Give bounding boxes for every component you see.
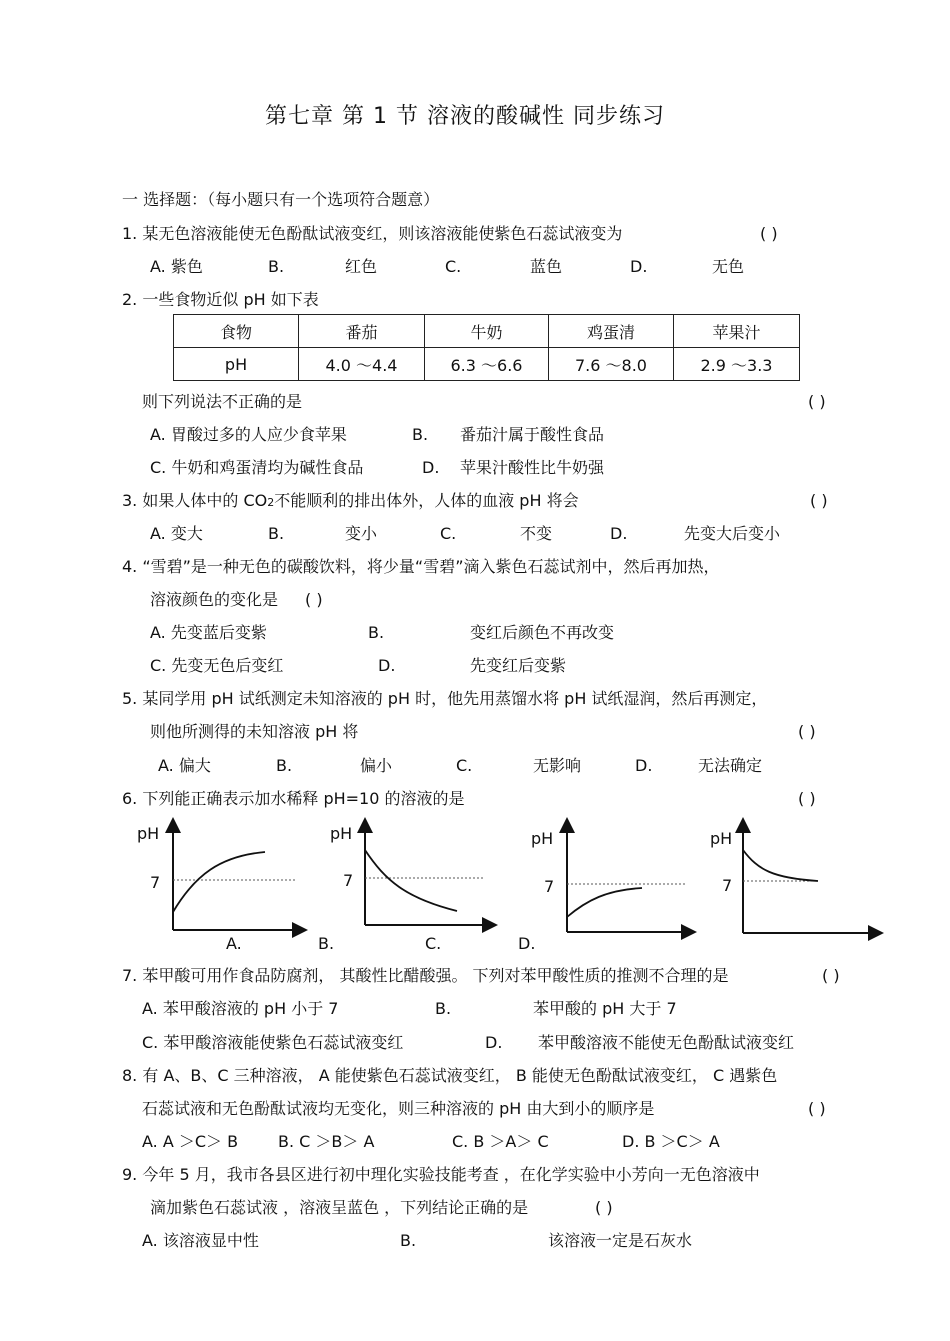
q1-option-d-label: D. bbox=[630, 257, 648, 276]
graph-c-ref-label: 7 bbox=[544, 877, 555, 896]
q3-option-b: 变小 bbox=[345, 524, 378, 543]
q5-stem-line2: 则他所测得的未知溶液 pH 将 bbox=[150, 722, 359, 741]
q4-option-b: 变红后颜色不再改变 bbox=[470, 623, 615, 642]
q5-answer-paren: ( ) bbox=[798, 722, 816, 741]
table-cell: pH bbox=[174, 348, 299, 381]
q8-option-d: D. B ＞C＞ A bbox=[622, 1132, 720, 1151]
q9-stem: 9. 今年 5 月，我市各县区进行初中理化实验技能考查 ，在化学实验中小芳向一无色溶液中 bbox=[122, 1165, 760, 1184]
q9-option-a: A. 该溶液显中性 bbox=[142, 1231, 259, 1250]
q3-subscript: 2 bbox=[267, 496, 275, 509]
q3-option-d: 先变大后变小 bbox=[684, 524, 781, 543]
q6-answer-paren: ( ) bbox=[798, 789, 816, 808]
graph-label-a: A. bbox=[226, 934, 242, 953]
graph-b bbox=[325, 820, 505, 940]
q9-option-b-label: B. bbox=[400, 1231, 417, 1250]
table-cell: 7.6 ～8.0 bbox=[549, 348, 674, 381]
q1-option-d: 无色 bbox=[712, 257, 745, 276]
graph-d-curve bbox=[743, 850, 818, 881]
q5-option-c: 无影响 bbox=[533, 756, 582, 775]
q3-option-a: A. 变大 bbox=[150, 524, 203, 543]
q1-option-b-label: B. bbox=[268, 257, 285, 276]
graph-c-curve bbox=[567, 888, 642, 917]
q4-answer-paren: ( ) bbox=[305, 590, 323, 609]
table-header-cell: 番茄 bbox=[299, 315, 425, 348]
graph-a bbox=[130, 820, 310, 940]
table-header-cell: 牛奶 bbox=[425, 315, 549, 348]
graph-a-ref-label: 7 bbox=[150, 873, 161, 892]
q1-option-b: 红色 bbox=[345, 257, 378, 276]
q8-option-a: A. A ＞C＞ B bbox=[142, 1132, 239, 1151]
q7-answer-paren: ( ) bbox=[822, 966, 840, 985]
q1-option-c-label: C. bbox=[445, 257, 462, 276]
table-header-row bbox=[174, 315, 800, 348]
q7-option-d: 苯甲酸溶液不能使无色酚酞试液变红 bbox=[538, 1033, 795, 1052]
q3-option-b-label: B. bbox=[268, 524, 285, 543]
table-row bbox=[174, 348, 800, 381]
q2-stem: 2. 一些食物近似 pH 如下表 bbox=[122, 290, 319, 309]
q3-stem-part1: 3. 如果人体中的 CO bbox=[122, 491, 268, 510]
q4-option-b-label: B. bbox=[368, 623, 385, 642]
q3-option-c-label: C. bbox=[440, 524, 457, 543]
q5-option-a: A. 偏大 bbox=[158, 756, 211, 775]
q3-answer-paren: ( ) bbox=[810, 491, 828, 510]
q8-option-c: C. B ＞A＞ C bbox=[452, 1132, 549, 1151]
q9-stem-line2: 滴加紫色石蕊试液 ，溶液呈蓝色 ，下列结论正确的是 bbox=[150, 1198, 529, 1217]
q7-option-b-label: B. bbox=[435, 999, 452, 1018]
q2-option-d: 苹果汁酸性比牛奶强 bbox=[460, 458, 605, 477]
q2-option-c: C. 牛奶和鸡蛋清均为碱性食品 bbox=[150, 458, 364, 477]
graph-c-ylabel: pH bbox=[531, 829, 554, 848]
q5-option-b-label: B. bbox=[276, 756, 293, 775]
graph-d-ylabel: pH bbox=[710, 829, 733, 848]
q5-stem: 5. 某同学用 pH 试纸测定未知溶液的 pH 时，他先用蒸馏水将 pH 试纸湿润，然后再测定， bbox=[122, 689, 768, 708]
q8-stem: 8. 有 A、B、C 三种溶液， A 能使紫色石蕊试液变红， B 能使无色酚酞试液变红， C 遇紫色 bbox=[122, 1066, 778, 1085]
q8-stem-line2: 石蕊试液和无色酚酞试液均无变化，则三种溶液的 pH 由大到小的顺序是 bbox=[142, 1099, 655, 1118]
q2-option-a: A. 胃酸过多的人应少食苹果 bbox=[150, 425, 347, 444]
table-header-cell: 苹果汁 bbox=[674, 315, 800, 348]
q1-option-a: A. 紫色 bbox=[150, 257, 203, 276]
graph-d-ref-label: 7 bbox=[722, 876, 733, 895]
q4-option-d-label: D. bbox=[378, 656, 396, 675]
table-cell: 6.3 ～6.6 bbox=[425, 348, 549, 381]
q8-option-b: B. C ＞B＞ A bbox=[278, 1132, 375, 1151]
q7-stem: 7. 苯甲酸可用作食品防腐剂， 其酸性比醋酸强。 下列对苯甲酸性质的推测不合理的是 bbox=[122, 966, 729, 985]
graph-b-ref-label: 7 bbox=[343, 871, 354, 890]
page-title: 第七章 第 1 节 溶液的酸碱性 同步练习 bbox=[265, 104, 665, 129]
q6-stem: 6. 下列能正确表示加水稀释 pH=10 的溶液的是 bbox=[122, 789, 465, 808]
graph-c bbox=[527, 820, 697, 940]
q1-stem: 1. 某无色溶液能使无色酚酞试液变红，则该溶液能使紫色石蕊试液变为 bbox=[122, 224, 623, 243]
graph-b-ylabel: pH bbox=[330, 824, 353, 843]
graph-label-b: B. bbox=[318, 934, 335, 953]
q5-option-d-label: D. bbox=[635, 756, 653, 775]
graph-b-curve bbox=[365, 850, 457, 911]
q4-option-c: C. 先变无色后变红 bbox=[150, 656, 284, 675]
section-heading: 一 选择题：（每小题只有一个选项符合题意） bbox=[122, 190, 440, 209]
q9-answer-paren: ( ) bbox=[595, 1198, 613, 1217]
graph-label-c: C. bbox=[425, 934, 442, 953]
table-header-cell: 鸡蛋清 bbox=[549, 315, 674, 348]
table-cell: 4.0 ～4.4 bbox=[299, 348, 425, 381]
q3-stem bbox=[122, 491, 579, 513]
q2-option-d-label: D. bbox=[422, 458, 440, 477]
q1-answer-paren: ( ) bbox=[760, 224, 778, 243]
q2-option-b-label: B. bbox=[412, 425, 429, 444]
q2-followup: 则下列说法不正确的是 bbox=[142, 392, 303, 411]
q5-option-c-label: C. bbox=[456, 756, 473, 775]
q2-option-b: 番茄汁属于酸性食品 bbox=[460, 425, 605, 444]
table-cell: 2.9 ～3.3 bbox=[674, 348, 800, 381]
q5-option-d: 无法确定 bbox=[698, 756, 763, 775]
q7-option-a: A. 苯甲酸溶液的 pH 小于 7 bbox=[142, 999, 339, 1018]
q5-option-b: 偏小 bbox=[360, 756, 393, 775]
ph-table bbox=[173, 314, 800, 381]
graph-d bbox=[708, 820, 888, 940]
q7-option-b: 苯甲酸的 pH 大于 7 bbox=[533, 999, 677, 1018]
q4-stem-line2: 溶液颜色的变化是 bbox=[150, 590, 279, 609]
graph-a-curve bbox=[173, 852, 265, 912]
q7-option-d-label: D. bbox=[485, 1033, 503, 1052]
q4-stem: 4. “雪碧”是一种无色的碳酸饮料，将少量“雪碧”滴入紫色石蕊试剂中，然后再加热， bbox=[122, 557, 720, 576]
q2-answer-paren: ( ) bbox=[808, 392, 826, 411]
q3-option-c: 不变 bbox=[520, 524, 553, 543]
q3-stem-part2: 不能顺利的排出体外，人体的血液 pH 将会 bbox=[274, 491, 579, 510]
q3-option-d-label: D. bbox=[610, 524, 628, 543]
q1-option-c: 蓝色 bbox=[530, 257, 563, 276]
q7-option-c: C. 苯甲酸溶液能使紫色石蕊试液变红 bbox=[142, 1033, 404, 1052]
table-header-cell: 食物 bbox=[174, 315, 299, 348]
graph-label-d: D. bbox=[518, 934, 536, 953]
q8-answer-paren: ( ) bbox=[808, 1099, 826, 1118]
q4-option-d: 先变红后变紫 bbox=[470, 656, 567, 675]
q4-option-a: A. 先变蓝后变紫 bbox=[150, 623, 267, 642]
q9-option-b: 该溶液一定是石灰水 bbox=[548, 1231, 693, 1250]
graph-a-ylabel: pH bbox=[137, 824, 160, 843]
